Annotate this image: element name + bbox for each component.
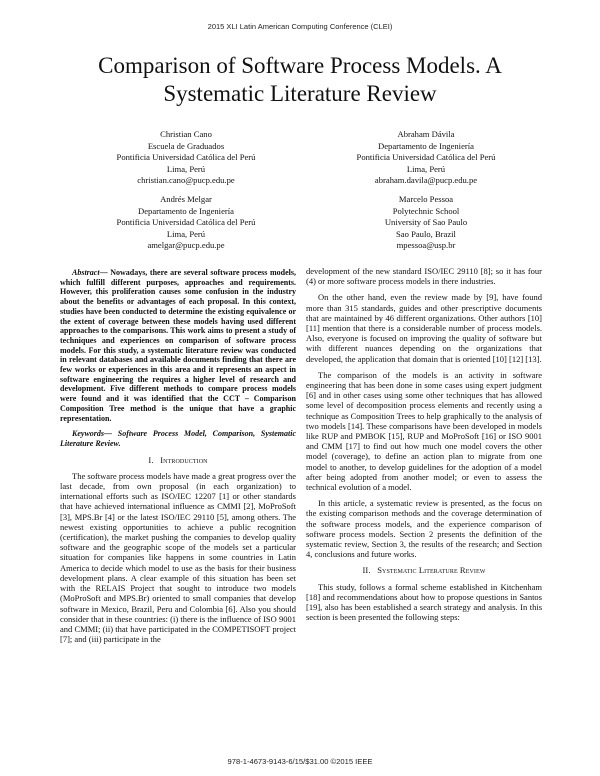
author-name: Marcelo Pessoa xyxy=(398,194,454,204)
author-block-4 xyxy=(306,194,546,252)
section-heading-introduction xyxy=(60,455,296,465)
conference-header: 2015 XLI Latin American Computing Conference (CLEI) xyxy=(207,22,393,31)
author-name: Andrés Melgar xyxy=(160,194,212,204)
author-city: Lima, Perú xyxy=(166,228,206,239)
author-dept: Polytechnic School xyxy=(392,205,460,216)
paragraph: In this article, a systematic review is presented, as the focus on the existing comparison methods and the coverage determination of the software process models, and the experience comparison of software process models. Section 2 presents the definition of the systematic review, Section 3, the results of the research; and Section 4, conclusions and future works. xyxy=(306,498,542,560)
author-univ: Pontificia Universidad Católica del Perú xyxy=(356,152,496,163)
right-column xyxy=(306,266,542,629)
author-email[interactable]: christian.cano@pucp.edu.pe xyxy=(137,175,235,186)
author-dept: Departamento de Ingeniería xyxy=(138,205,234,216)
author-univ: Pontificia Universidad Católica del Perú xyxy=(116,217,256,228)
author-block-2 xyxy=(306,129,546,187)
abstract xyxy=(60,268,296,423)
section-number: II. xyxy=(362,565,371,576)
author-email[interactable]: abraham.davila@pucp.edu.pe xyxy=(374,175,478,186)
author-name: Abraham Dávila xyxy=(397,129,455,139)
author-city: Lima, Perú xyxy=(406,163,446,174)
author-univ: Pontificia Universidad Católica del Perú xyxy=(116,152,256,163)
author-dept: Escuela de Graduados xyxy=(147,140,225,151)
author-dept: Departamento de Ingeniería xyxy=(378,140,474,151)
author-email[interactable]: mpessoa@usp.br xyxy=(396,240,456,251)
author-city: Sao Paulo, Brazil xyxy=(396,228,456,239)
section-number: I. xyxy=(148,454,154,465)
paragraph: development of the new standard ISO/IEC 29110 [8]; so it has four (4) or more software process models in there industries. xyxy=(306,266,542,287)
left-column xyxy=(60,268,296,650)
paragraph: The software process models have made a great progress over the last decade, from own proposal (in each organization) to international efforts such as ISO/IEC 12207 [1] or other standards that have achieved international influence as CMMI [2], MoProSoft [3], MPS.Br [4] or the latest ISO/IEC 29110 [5], among others. The newest existing opportunities to achieve a public recognition (certification), the market pushing the companies to develop quality software and the geographic scope of the models set a particular situation for companies like happens in some countries in Latin America to decide which model to use as the basis for their business development plans. A clear example of this situation has been set with the RELAIS Project that sought to introduce two models (MoProSoft and MPS.Br) oriented to small companies that develop software in Mexico, Brazil, Peru and Colombia [6]. Also you should consider that in these countries: (i) there is the influence of ISO 9001 and CMMI; (ii) that have participated in the COMPETISOFT project [7]; and (iii) participate in the xyxy=(60,470,296,645)
author-block-1 xyxy=(66,129,306,187)
copyright-footer: 978-1-4673-9143-6/15/$31.00 ©2015 IEEE xyxy=(227,757,373,766)
author-email[interactable]: amelgar@pucp.edu.pe xyxy=(147,240,225,251)
section-title: Systematic Literature Review xyxy=(377,565,486,576)
paragraph: The comparison of the models is an activity in software engineering that has been done in some cases using expert judgment [6] and in other cases using some other techniques that has allowed some level of decomposition process elements and recently using a technique as Composition Trees to help graphically to the analysis of two models [14]. These comparisons have been developed in models like RUP and PMBOK [15], RUP and MoProSoft [16] or ISO 9001 and CMM [17] to find out how much one model covers the other model (coverage), to define an action plan to migrate from one model to another, to develop guidelines for the adoption of a model after being adopted from another model; or even to assess the technical evolution of a model. xyxy=(306,369,542,493)
paper-title: Comparison of Software Process Models. A Systematic Literature Review xyxy=(98,53,502,106)
abstract-label: Abstract xyxy=(72,268,100,277)
keywords: Keywords— Software Process Model, Comparison, Systematic Literature Review. xyxy=(60,429,296,448)
paragraph: This study, follows a formal scheme established in Kitchenham [18] and recommendations about how to propose questions in Santos [19], also has been established a search strategy and analysis. In this section is been presented the following steps: xyxy=(306,581,542,623)
author-city: Lima, Perú xyxy=(166,163,206,174)
section-heading-slr xyxy=(306,565,542,575)
abstract-text: — Nowadays, there are several software process models, which fulfill different purposes, approaches and requirements. However, this proliferation causes some confusion in the industry about the benefits or advantages of each proposal. In this context, studies have been conducted to determine the existing equivalence or the extent of coverage between these models having used different approaches to the comparisons. This work aims to present a study of techniques and experiences on comparison of software process models. For this study, a systematic literature review was conducted in relevant databases and available documents finding that there are few works or experiences in this area and it represents an aspect in software engineering the requires a higher level of research and development. Five different methods to compare process models were found and it was identified that the CCT – Comparison Composition Tree method is the unique that have a graphic representation. xyxy=(60,268,296,423)
author-block-3 xyxy=(66,194,306,252)
author-name: Christian Cano xyxy=(160,129,212,139)
section-title: Introduction xyxy=(160,454,208,465)
paragraph: On the other hand, even the review made by [9], have found more than 315 standards, guides and other prescriptive documents that are maintained by 46 different organizations. Other authors [10] [11] mention that there is a considerable number of process models. Also, everyone is focused on improving the quality of software but with different nuances depending on the organizations that developed, the application that domain that is oriented [10] [12] [13]. xyxy=(306,292,542,364)
author-univ: University of Sao Paulo xyxy=(384,217,468,228)
